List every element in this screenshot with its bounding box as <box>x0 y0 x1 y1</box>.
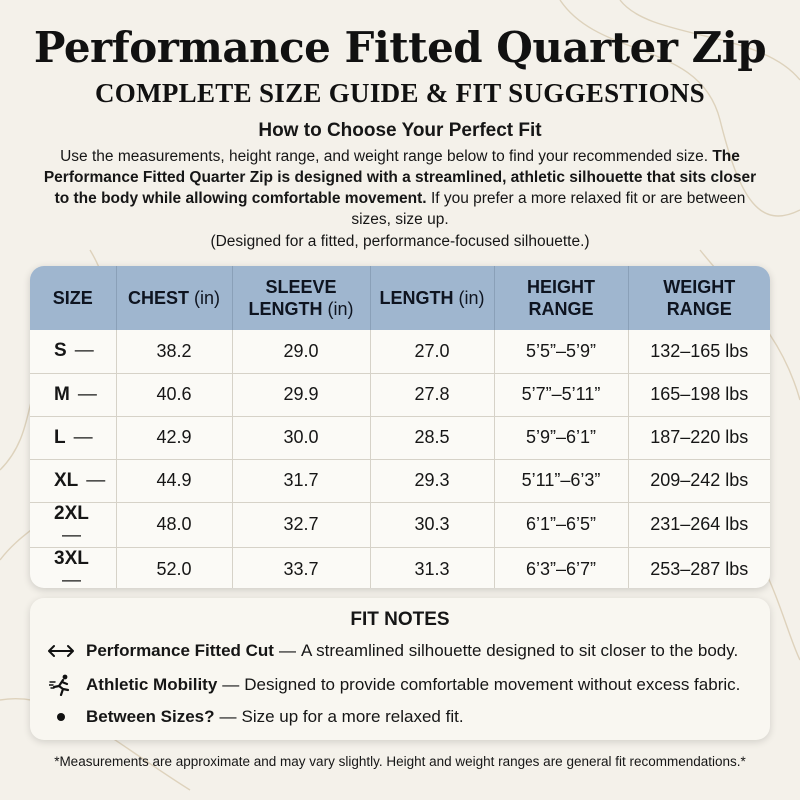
table-cell-weight: 187–220 lbs <box>628 416 770 459</box>
fit-note-label: Athletic Mobility <box>86 675 218 694</box>
size-table <box>30 266 770 588</box>
column-header-unit: (in) <box>194 288 221 308</box>
table-cell-chest: 52.0 <box>116 547 232 588</box>
fit-note-between-sizes <box>44 704 764 730</box>
table-cell-length: 29.3 <box>370 459 494 502</box>
fit-note-label: Performance Fitted Cut <box>86 641 274 660</box>
table-cell-height: 5’7”–5’11” <box>494 373 628 416</box>
double-arrow-icon <box>44 639 78 663</box>
size-dash: — <box>74 340 94 362</box>
intro-note: (Designed for a fitted, performance-focused silhouette.) <box>210 233 590 250</box>
intro-line: Use the measurements, height range, and weight range below to find your recommended size. <box>60 148 709 165</box>
table-row <box>30 502 770 547</box>
size-label: S <box>54 340 67 362</box>
column-header <box>628 266 770 330</box>
size-dash: — <box>77 383 97 405</box>
table-cell-weight: 165–198 lbs <box>628 373 770 416</box>
table-row <box>30 459 770 502</box>
table-cell-height: 5’9”–6’1” <box>494 416 628 459</box>
table-cell-sleeve: 32.7 <box>232 502 370 547</box>
size-table-card <box>30 266 770 588</box>
column-header <box>30 266 116 330</box>
column-header <box>370 266 494 330</box>
table-row <box>30 330 770 373</box>
column-header <box>232 266 370 330</box>
table-cell-chest: 40.6 <box>116 373 232 416</box>
fit-notes-card <box>30 598 770 740</box>
size-label: 3XL <box>54 547 89 569</box>
size-label: L <box>54 426 66 448</box>
column-header <box>116 266 232 330</box>
table-cell-height: 6’3”–6’7” <box>494 547 628 588</box>
table-row <box>30 547 770 588</box>
fit-note-text: A streamlined silhouette designed to sit closer to the body. <box>300 641 739 660</box>
size-dash: — <box>86 469 106 491</box>
fit-note-performance-cut <box>44 638 764 664</box>
table-cell-chest: 44.9 <box>116 459 232 502</box>
size-dash: — <box>62 569 81 588</box>
table-cell-sleeve: 30.0 <box>232 416 370 459</box>
size-cell <box>30 547 116 588</box>
table-cell-chest: 38.2 <box>116 330 232 373</box>
size-label: M <box>54 383 70 405</box>
fit-note-text: Designed to provide comfortable movement without excess fabric. <box>244 675 741 694</box>
table-cell-height: 6’1”–6’5” <box>494 502 628 547</box>
column-header-unit: (in) <box>327 299 354 319</box>
table-cell-chest: 42.9 <box>116 416 232 459</box>
size-cell <box>30 373 116 416</box>
table-cell-height: 5’5”–5’9” <box>494 330 628 373</box>
size-cell <box>30 502 116 547</box>
column-header-label: CHEST <box>127 288 189 308</box>
intro-bold-text: The Performance Fitted Quarter Zip is designed with a streamlined, athletic silhouette that sits closer to the body while allowing comfortable movement. <box>43 148 757 207</box>
table-cell-length: 27.8 <box>370 373 494 416</box>
fit-note-label: Between Sizes? <box>86 707 215 726</box>
table-body <box>30 330 770 588</box>
table-cell-height: 5’11”–6’3” <box>494 459 628 502</box>
page-subtitle: COMPLETE SIZE GUIDE & FIT SUGGESTIONS <box>94 78 705 108</box>
page-title: Performance Fitted Quarter Zip <box>33 23 767 72</box>
column-header-label: SLEEVE LENGTH <box>248 277 337 319</box>
fit-notes-title: FIT NOTES <box>350 609 450 630</box>
size-dash: — <box>73 426 93 448</box>
table-cell-weight: 253–287 lbs <box>650 559 749 579</box>
table-cell-weight: 209–242 lbs <box>628 459 770 502</box>
footnote: *Measurements are approximate and may vary slightly. Height and weight ranges are general fit recommendations.* <box>54 754 746 769</box>
fit-note-athletic-mobility <box>44 672 764 698</box>
column-header-label: SIZE <box>52 288 93 308</box>
table-cell-weight: 132–165 lbs <box>628 330 770 373</box>
table-cell-length: 31.3 <box>370 547 494 588</box>
fit-note-text: Size up for a more relaxed fit. <box>241 707 464 726</box>
size-label: 2XL <box>54 502 89 524</box>
table-cell-sleeve: 29.0 <box>232 330 370 373</box>
size-label: XL <box>54 469 79 491</box>
table-cell-sleeve: 33.7 <box>232 547 370 588</box>
table-cell-weight: 231–264 lbs <box>628 502 770 547</box>
size-cell <box>30 459 116 502</box>
column-header <box>494 266 628 330</box>
fit-note-separator: — <box>219 707 237 726</box>
intro-paragraph <box>40 146 760 230</box>
table-cell-length: 28.5 <box>370 416 494 459</box>
column-header-label: WEIGHT RANGE <box>663 277 736 319</box>
size-dash: — <box>62 524 81 546</box>
column-header-unit: (in) <box>458 288 485 308</box>
bullet-icon <box>44 705 78 729</box>
table-cell-length: 27.0 <box>370 330 494 373</box>
fit-note-separator: — <box>222 675 240 694</box>
table-cell-sleeve: 29.9 <box>232 373 370 416</box>
column-header-label: LENGTH <box>379 288 454 308</box>
table-row <box>30 373 770 416</box>
size-cell <box>30 416 116 459</box>
table-row <box>30 416 770 459</box>
fit-note-separator: — <box>278 641 296 660</box>
column-header-label: HEIGHT RANGE <box>526 277 595 319</box>
table-cell-length: 30.3 <box>370 502 494 547</box>
table-header-row <box>30 266 770 330</box>
running-person-icon <box>44 673 78 697</box>
intro-rest: If you prefer a more relaxed fit or are between sizes, size up. <box>351 190 746 228</box>
table-cell-sleeve: 31.7 <box>232 459 370 502</box>
section-heading: How to Choose Your Perfect Fit <box>258 120 542 141</box>
size-cell <box>30 330 116 373</box>
table-cell-chest: 48.0 <box>116 502 232 547</box>
